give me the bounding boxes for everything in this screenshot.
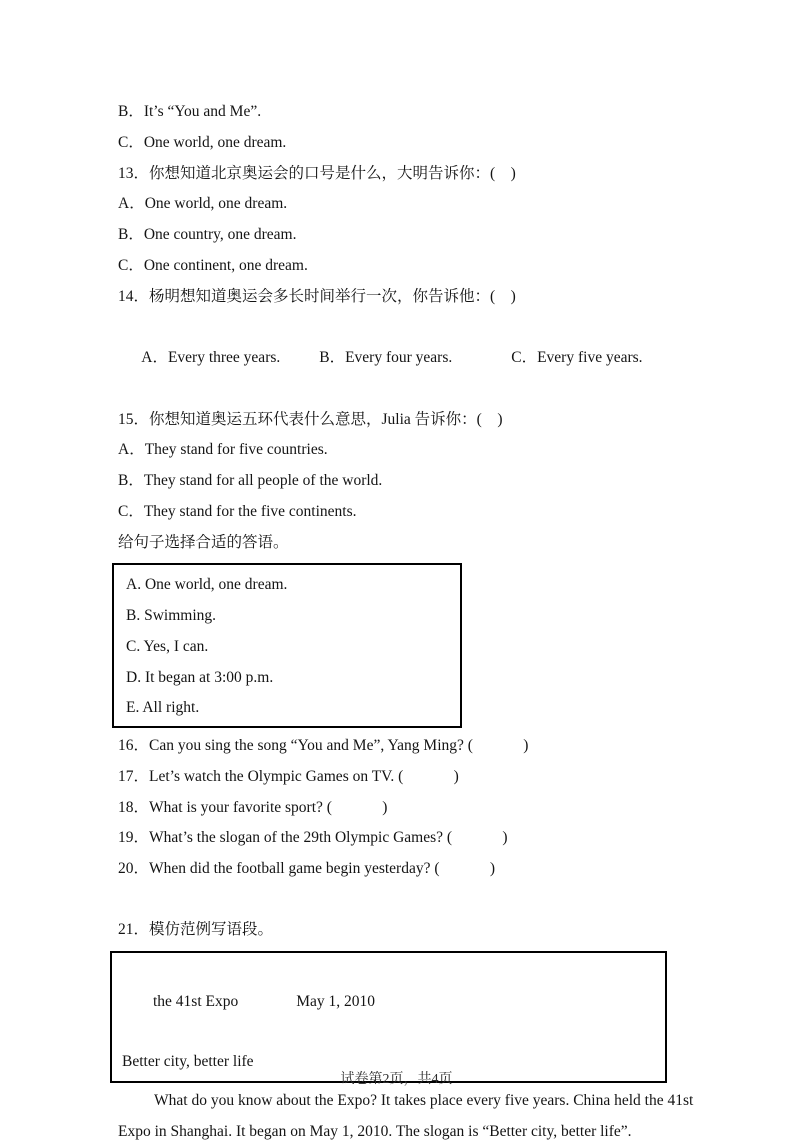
answer-option-c: C. Yes, I can. xyxy=(126,637,209,655)
question-14-stem: 14．杨明想知道奥运会多长时间举行一次，你告诉他：( ) xyxy=(118,287,516,305)
paragraph-line-2: Expo in Shanghai. It began on May 1, 2010. The slogan is “Better city, better life”. xyxy=(118,1122,632,1140)
answer-option-a: A. One world, one dream. xyxy=(126,576,288,594)
example-slogan: Better city, better life xyxy=(122,1052,254,1070)
question-21-stem: 21．模仿范例写语段。 xyxy=(118,920,274,938)
question-19: 19．What’s the slogan of the 29th Olympic Games? ( ) xyxy=(118,829,508,847)
example-box-row-1 xyxy=(122,957,657,1047)
question-20: 20．When did the football game begin yesterday? ( ) xyxy=(118,860,496,877)
question-13-stem: 13．你想知道北京奥运会的口号是什么，大明告诉你：( ) xyxy=(118,164,516,182)
question-14-options-row xyxy=(118,312,693,404)
question-15-option-a: A．They stand for five countries. xyxy=(118,441,328,459)
question-16: 16．Can you sing the song “You and Me”, Yang Ming? ( ) xyxy=(118,737,529,754)
question-13-option-a: A．One world, one dream. xyxy=(118,195,288,213)
question-14-option-c: C．Every five years. xyxy=(511,349,643,366)
question-15-stem: 15．你想知道奥运五环代表什么意思，Julia 告诉你：( ) xyxy=(118,410,503,428)
question-14-option-b: B．Every four years. xyxy=(319,349,453,366)
question-15-option-b: B．They stand for all people of the world. xyxy=(118,472,383,489)
blank-line xyxy=(118,885,693,915)
question-13-option-b: B．One country, one dream. xyxy=(118,226,297,243)
model-paragraph xyxy=(118,1085,693,1147)
answer-options-box xyxy=(112,563,462,728)
answer-option-e: E. All right. xyxy=(126,699,200,717)
answer-option-d: D. It began at 3:00 p.m. xyxy=(126,668,274,686)
question-12-option-b: B．It’s “You and Me”. xyxy=(118,103,262,120)
page-number-footer: 试卷第2页，共4页 xyxy=(340,1072,453,1087)
question-13-option-c: C．One continent, one dream. xyxy=(118,256,308,274)
example-date: May 1, 2010 xyxy=(296,992,376,1010)
question-15-option-c: C．They stand for the five continents. xyxy=(118,502,357,520)
question-17: 17．Let’s watch the Olympic Games on TV. ( ) xyxy=(118,767,459,785)
answer-option-b: B. Swimming. xyxy=(126,607,217,624)
question-12-option-c: C．One world, one dream. xyxy=(118,133,287,151)
example-box xyxy=(110,951,667,1083)
question-14-option-a: A．Every three years. xyxy=(141,349,281,366)
question-18: 18．What is your favorite sport? ( ) xyxy=(118,798,388,816)
paragraph-line-1: What do you know about the Expo? It takes place every five years. China held the 41st xyxy=(154,1091,694,1109)
match-section-instruction: 给句子选择合适的答语。 xyxy=(118,533,289,551)
example-event: the 41st Expo xyxy=(153,992,239,1010)
